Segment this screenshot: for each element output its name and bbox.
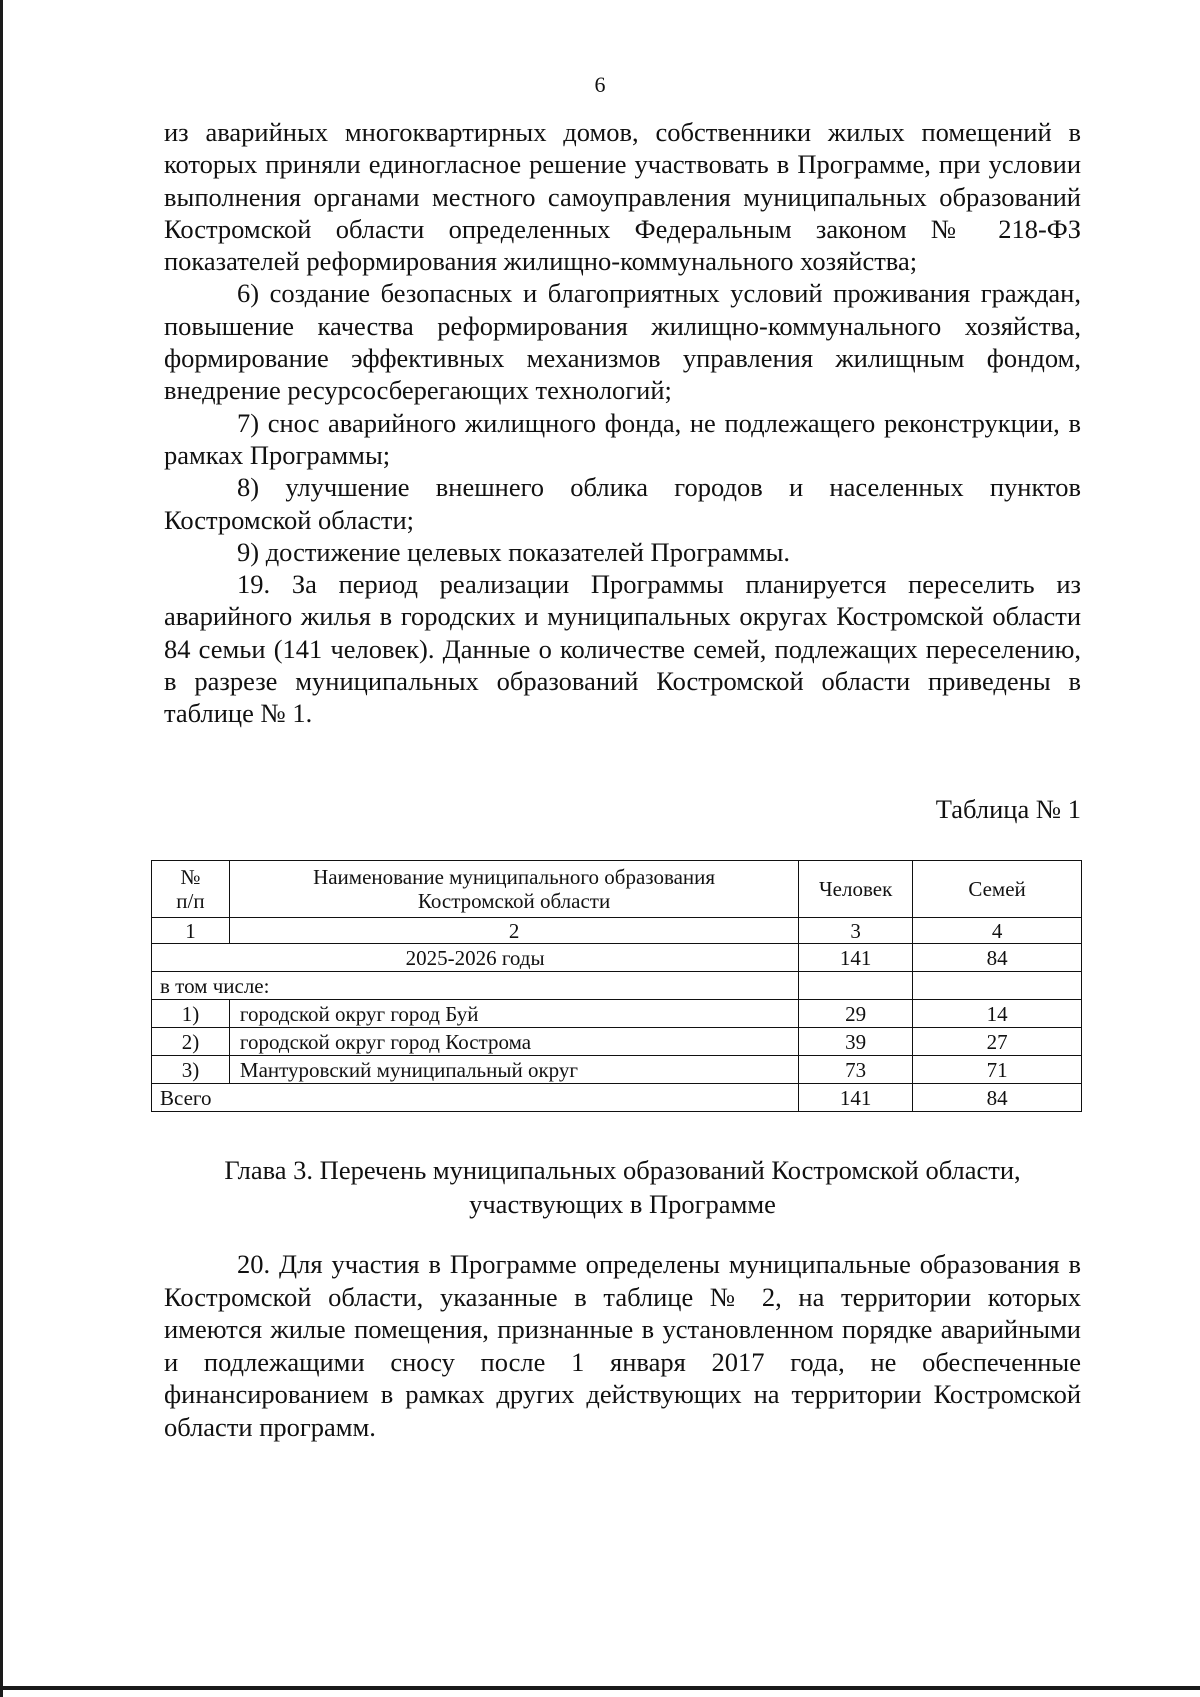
body-text-bottom [164, 1248, 1081, 1444]
column-number: 4 [913, 918, 1082, 944]
chapter-title-line1: Глава 3. Перечень муниципальных образований Костромской области, [224, 1155, 1021, 1185]
empty-cell [799, 972, 913, 1000]
total-label: Всего [152, 1084, 799, 1112]
table-row [152, 1000, 1082, 1028]
chapter-title [164, 1153, 1081, 1221]
paragraph-continuation: из аварийных многоквартирных домов, собственники жилых помещений в которых приняли единогласное решение участвовать в Программе, при условии выполнения органами местного самоуправления муниципальных образований Костромской области определенных Федеральным законом № 218-ФЗ показателей реформирования жилищно-коммунального хозяйства; [164, 117, 1081, 277]
row-municipality: городской округ город Кострома [229, 1028, 798, 1056]
including-label: в том числе: [152, 972, 799, 1000]
row-number: 2) [152, 1028, 230, 1056]
period-people: 141 [799, 944, 913, 972]
paragraph-19: 19. За период реализации Программы планируется переселить из аварийного жилья в городских и муниципальных округах Костромской области 84 семьи (141 человек). Данные о количестве семей, подлежащих переселению, в разрезе муниципальных образований Костромской области приведены в таблице № 1. [164, 569, 1081, 729]
total-people: 141 [799, 1084, 913, 1112]
scan-edge-bottom [0, 1686, 1200, 1690]
row-number: 3) [152, 1056, 230, 1084]
row-municipality: Мантуровский муниципальный округ [229, 1056, 798, 1084]
header-families: Семей [913, 861, 1082, 918]
scan-edge-left [0, 0, 3, 1697]
paragraph-item-7: 7) снос аварийного жилищного фонда, не подлежащего реконструкции, в рамках Программы; [164, 407, 1081, 470]
total-row [152, 1084, 1082, 1112]
families-table [151, 860, 1082, 1112]
row-number: 1) [152, 1000, 230, 1028]
paragraph-item-8: 8) улучшение внешнего облика городов и населенных пунктов Костромской области; [164, 472, 1081, 535]
row-people: 29 [799, 1000, 913, 1028]
row-families: 71 [913, 1056, 1082, 1084]
row-municipality: городской округ город Буй [229, 1000, 798, 1028]
header-name-line1: Наименование муниципального образования [313, 865, 716, 889]
column-numbers-row [152, 918, 1082, 944]
column-number: 2 [229, 918, 798, 944]
header-people: Человек [799, 861, 913, 918]
table-header-row [152, 861, 1082, 918]
header-number-pp: п/п [176, 889, 205, 913]
page-number: 6 [594, 72, 606, 97]
header-name [229, 861, 798, 918]
header-name-line2: Костромской области [417, 889, 611, 913]
period-row [152, 944, 1082, 972]
period-label: 2025-2026 годы [152, 944, 799, 972]
column-number: 1 [152, 918, 230, 944]
header-number-symbol: № [180, 865, 201, 889]
empty-cell [913, 972, 1082, 1000]
row-people: 73 [799, 1056, 913, 1084]
including-row [152, 972, 1082, 1000]
column-number: 3 [799, 918, 913, 944]
row-families: 14 [913, 1000, 1082, 1028]
table-row [152, 1028, 1082, 1056]
row-people: 39 [799, 1028, 913, 1056]
paragraph-20: 20. Для участия в Программе определены муниципальные образования в Костромской области, указанные в таблице № 2, на территории которых имеются жилые помещения, признанные в установленном порядке аварийными и подлежащими сносу после 1 января 2017 года, не обеспеченные финансированием в рамках других действующих на территории Костромской области программ. [164, 1249, 1081, 1442]
total-families: 84 [913, 1084, 1082, 1112]
table-caption: Таблица № 1 [935, 794, 1081, 824]
paragraph-item-6: 6) создание безопасных и благоприятных условий проживания граждан, повышение качества реформирования жилищно-коммунального хозяйства, формирование эффективных механизмов управления жилищным фондом, внедрение ресурсосберегающих технологий; [164, 278, 1081, 406]
header-number [152, 861, 230, 918]
chapter-title-line2: участвующих в Программе [469, 1189, 776, 1219]
paragraph-item-9: 9) достижение целевых показателей Программы. [237, 536, 791, 567]
table-row [152, 1056, 1082, 1084]
period-families: 84 [913, 944, 1082, 972]
row-families: 27 [913, 1028, 1082, 1056]
body-text-top [164, 116, 1081, 730]
